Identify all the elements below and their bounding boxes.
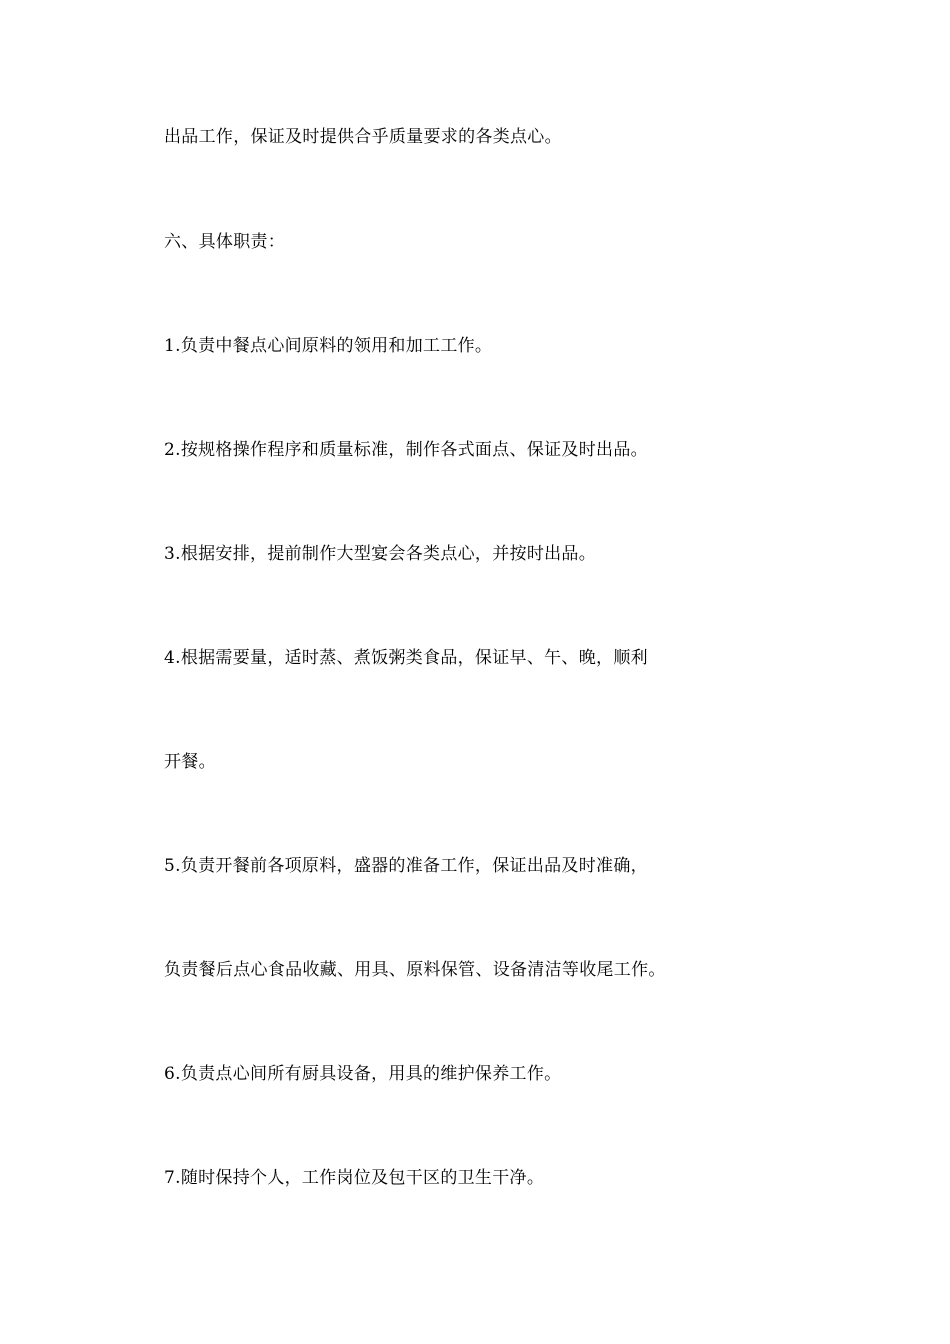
duty-item-4-continuation: 开餐。 (164, 752, 216, 772)
duty-item-5-continuation: 负责餐后点心食品收藏、用具、原料保管、设备清洁等收尾工作。 (164, 960, 666, 980)
duty-item-5: 5.负责开餐前各项原料，盛器的准备工作，保证出品及时准确， (164, 856, 648, 876)
duty-item-1: 1.负责中餐点心间原料的领用和加工工作。 (164, 336, 493, 356)
duty-item-6: 6.负责点心间所有厨具设备，用具的维护保养工作。 (164, 1064, 562, 1084)
section-heading: 六、具体职责： (164, 232, 286, 252)
duty-item-2: 2.按规格操作程序和质量标准，制作各式面点、保证及时出品。 (164, 440, 648, 460)
duty-item-4: 4.根据需要量，适时蒸、煮饭粥类食品，保证早、午、晚，顺利 (164, 648, 648, 668)
duty-item-7: 7.随时保持个人，工作岗位及包干区的卫生干净。 (164, 1168, 545, 1188)
duty-item-3: 3.根据安排，提前制作大型宴会各类点心，并按时出品。 (164, 544, 597, 564)
text-line-continuation: 出品工作，保证及时提供合乎质量要求的各类点心。 (164, 127, 562, 147)
